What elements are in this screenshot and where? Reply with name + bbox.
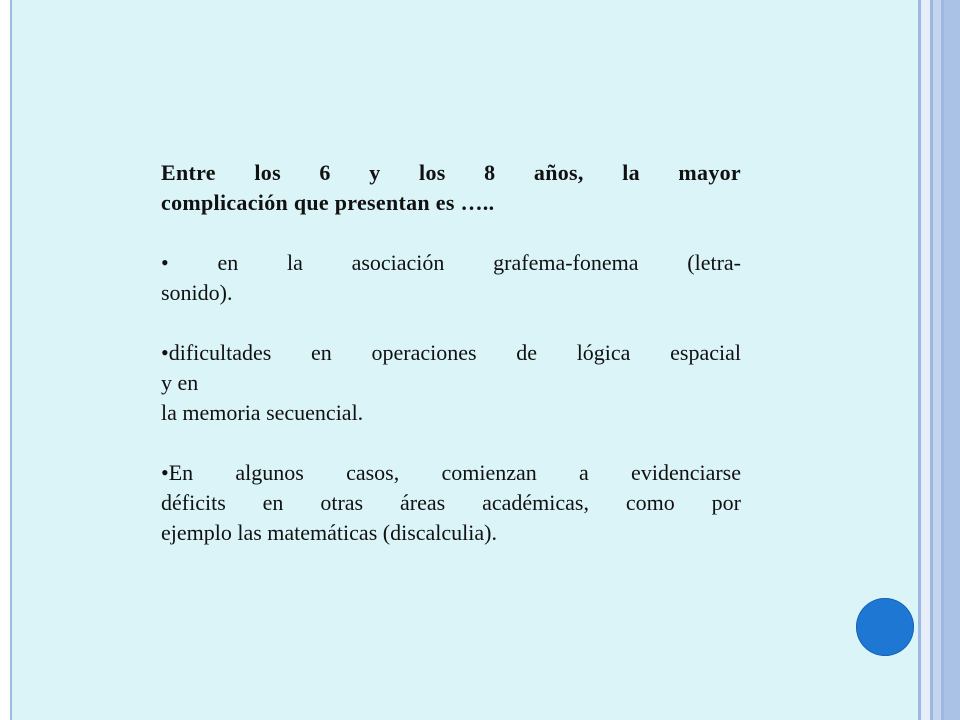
bullet-item (161, 398, 741, 428)
border-stripe (933, 0, 941, 720)
slide-heading (161, 158, 741, 188)
heading-line: Entre los 6 y los 8 años, la mayor (161, 160, 741, 185)
bullet-item (161, 488, 741, 518)
bullet-line: sonido). (161, 280, 233, 305)
bullet-item (161, 518, 741, 548)
bullet-item (161, 368, 741, 398)
border-stripe (921, 0, 930, 720)
bullet-line: ejemplo las matemáticas (discalculia). (161, 520, 497, 545)
bullet-line: • en la asociación grafema-fonema (letra- (161, 250, 741, 275)
bullet-line: y en (161, 370, 199, 395)
bullet-line: •dificultades en operaciones de lógica espacial (161, 340, 741, 365)
slide-heading (161, 188, 741, 218)
bullet-item (161, 248, 741, 278)
slide-body (161, 158, 741, 548)
bullet-line: déficits en otras áreas académicas, como por (161, 490, 741, 515)
bullet-item (161, 458, 741, 488)
bullet-line: •En algunos casos, comienzan a evidenciarse (161, 460, 741, 485)
decorative-circle-icon (856, 598, 914, 656)
heading-line: complicación que presentan es ….. (161, 190, 495, 215)
bullet-item (161, 338, 741, 368)
border-stripe (944, 0, 960, 720)
bullet-line: la memoria secuencial. (161, 400, 364, 425)
bullet-item (161, 278, 741, 308)
